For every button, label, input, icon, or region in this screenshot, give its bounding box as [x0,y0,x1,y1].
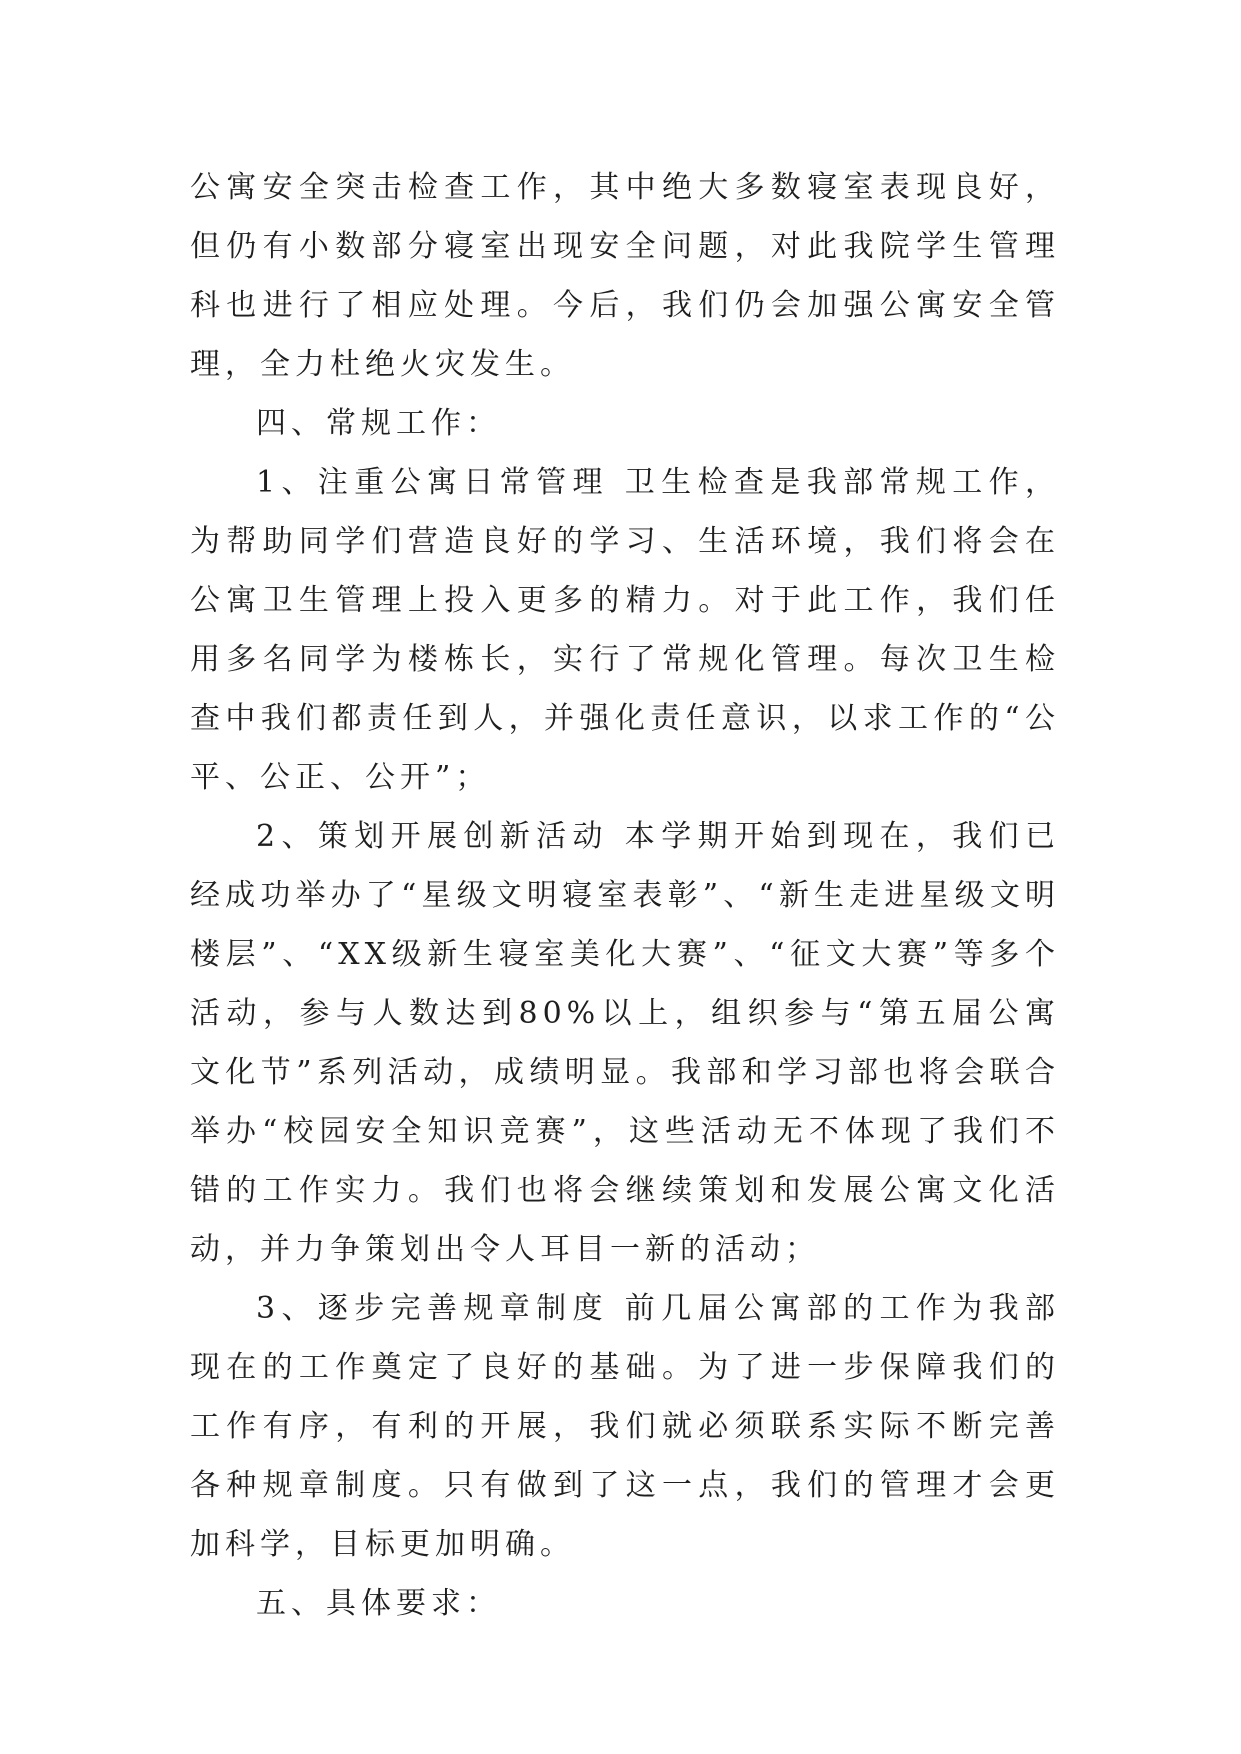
document-body [190,158,1060,1633]
paragraph-rules-regulations: 3、逐步完善规章制度 前几届公寓部的工作为我部现在的工作奠定了良好的基础。为了进一步保障我们的工作有序，有利的开展，我们就必须联系实际不断完善各种规章制度。只有做到了这一点，我们的管理才会更加科学，目标更加明确。 [190,1291,1060,1562]
paragraph-safety-inspection: 公寓安全突击检查工作，其中绝大多数寝室表现良好，但仍有小数部分寝室出现安全问题，对此我院学生管理科也进行了相应处理。今后，我们仍会加强公寓安全管理，全力杜绝火灾发生。 [190,170,1060,382]
heading-specific-requirements: 五、具体要求： [256,1586,501,1621]
paragraph-innovative-activities: 2、策划开展创新活动 本学期开始到现在，我们已经成功举办了“星级文明寝室表彰”、“新生走进星级文明楼层”、“XX级新生寝室美化大赛”、“征文大赛”等多个活动，参与人数达到80%以上，组织参与“第五届公寓文化节”系列活动，成绩明显。我部和学习部也将会联合举办“校园安全知识竞赛”，这些活动无不体现了我们不错的工作实力。我们也将会继续策划和发展公寓文化活动，并力争策划出令人耳目一新的活动； [190,819,1060,1267]
paragraph-daily-management: 1、注重公寓日常管理 卫生检查是我部常规工作，为帮助同学们营造良好的学习、生活环境，我们将会在公寓卫生管理上投入更多的精力。对于此工作，我们任用多名同学为楼栋长，实行了常规化管理。每次卫生检查中我们都责任到人，并强化责任意识，以求工作的“公平、公正、公开”； [190,465,1060,795]
heading-routine-work: 四、常规工作： [256,406,501,441]
